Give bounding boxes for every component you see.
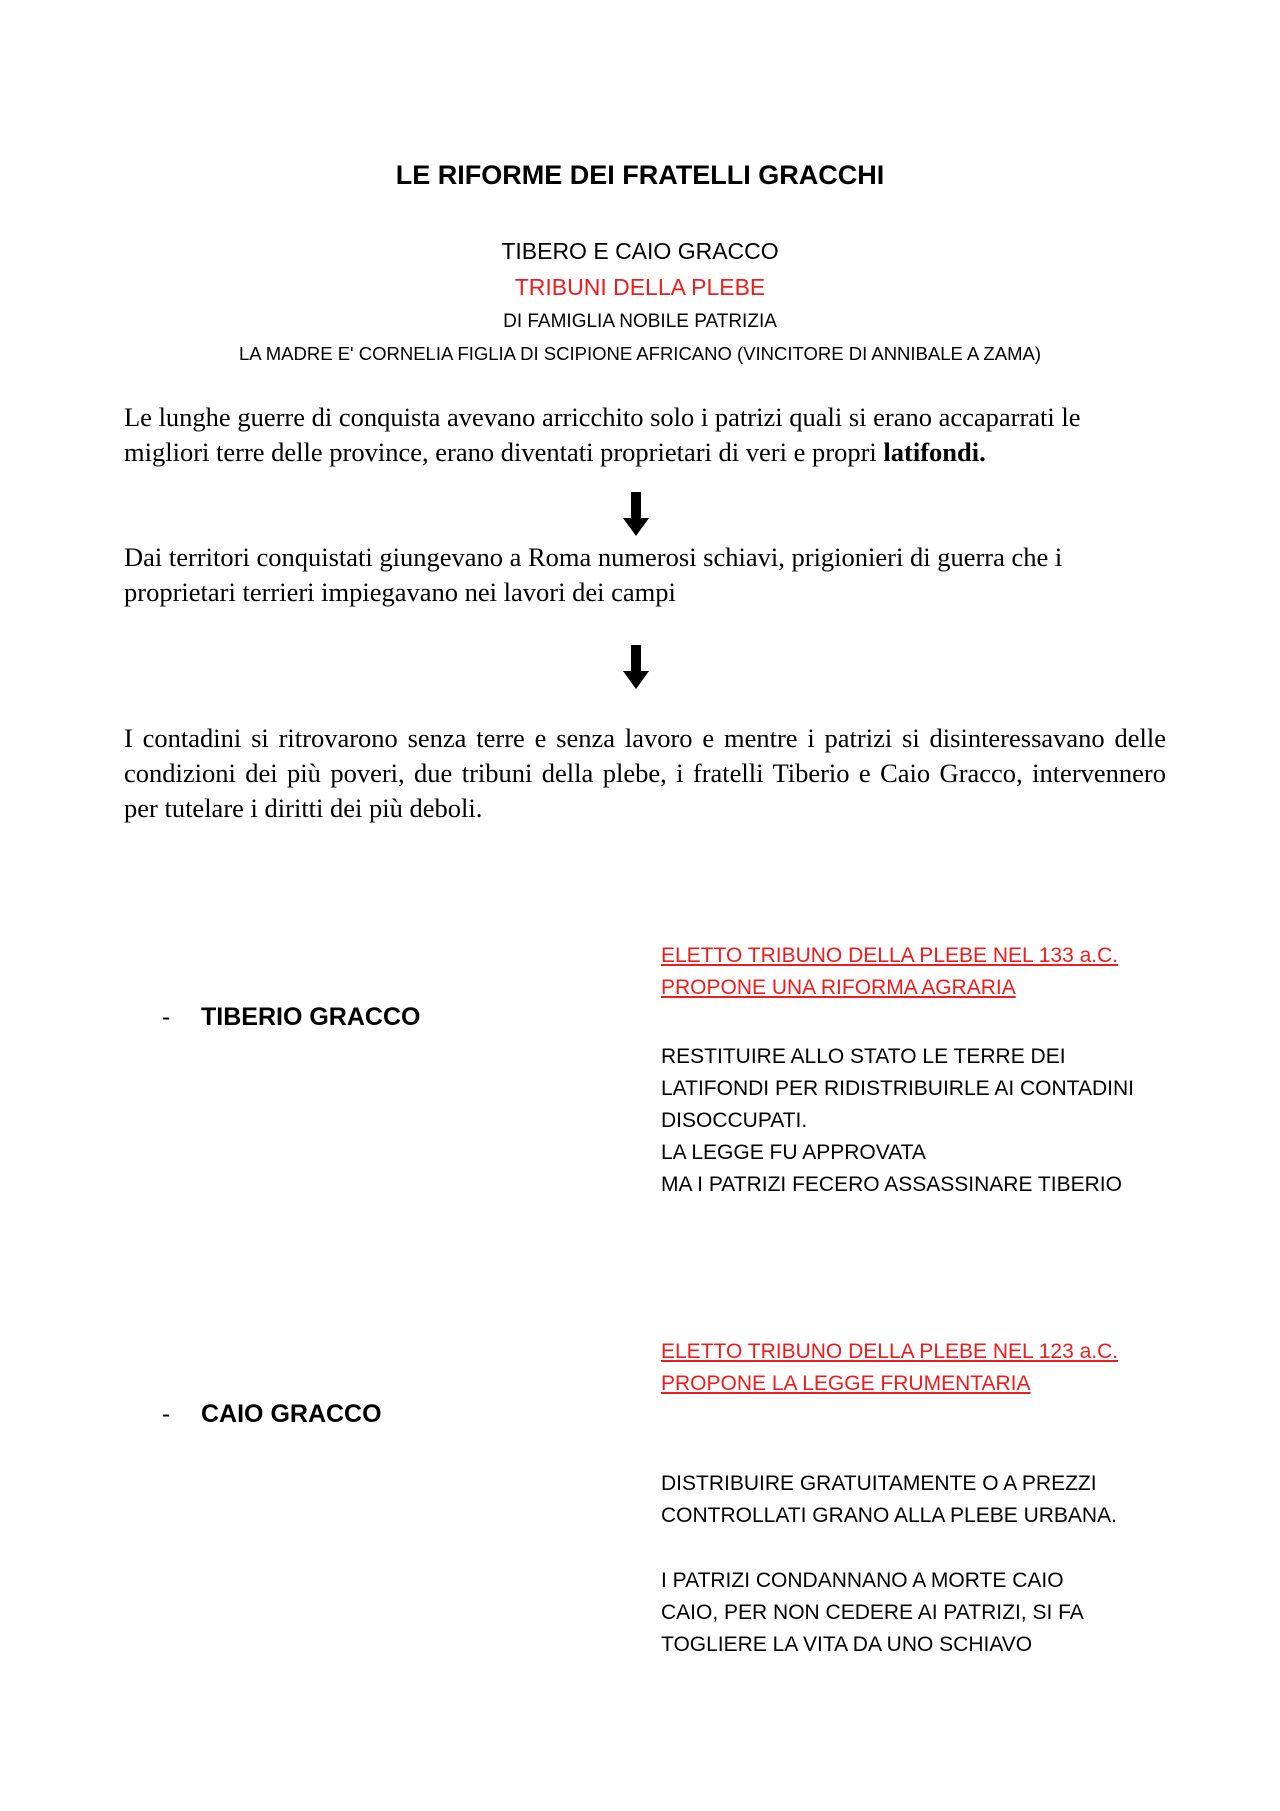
subtitle-names: TIBERO E CAIO GRACCO [501,238,779,264]
caio-heading [162,1400,382,1429]
tiberio-body-line: RESTITUIRE ALLO STATO LE TERRE DEI [661,1045,1066,1068]
tiberio-heading [162,1003,420,1032]
down-arrow-icon [620,492,652,536]
list-dash: - [162,1400,171,1428]
caio-fate-line: TOGLIERE LA VITA DA UNO SCHIAVO [661,1633,1033,1656]
paragraph-wars-text: Le lunghe guerre di conquista avevano arricchito solo i patrizi quali si erano accaparrati le migliori terre delle province, erano diventati proprietari di veri e propri [124,402,1081,467]
tiberio-name: TIBERIO GRACCO [201,1003,421,1031]
caio-red-line: ELETTO TRIBUNO DELLA PLEBE NEL 123 a.C. [661,1340,1119,1363]
tiberio-body-line: LATIFONDI PER RIDISTRIBUIRLE AI CONTADINI [661,1077,1134,1100]
caio-fate-line: I PATRIZI CONDANNANO A MORTE CAIO [661,1569,1064,1592]
list-dash: - [162,1003,171,1031]
caio-name: CAIO GRACCO [201,1400,382,1428]
caio-body-line: DISTRIBUIRE GRATUITAMENTE O A PREZZI [661,1472,1097,1495]
paragraph-wars-bold: latifondi. [883,437,986,467]
subtitle-role: TRIBUNI DELLA PLEBE [514,274,766,300]
paragraph-peasants: I contadini si ritrovarono senza terre e senza lavoro e mentre i patrizi si disinteressavano delle condizioni dei più poveri, due tribuni della plebe, i fratelli Tiberio e Caio Gracco, intervennero per tutelare i diritti dei più deboli. [124,723,1166,823]
tiberio-body-line: LA LEGGE FU APPROVATA [661,1141,926,1164]
tiberio-election [661,940,1181,1004]
tiberio-body-line: DISOCCUPATI. [661,1109,808,1132]
subtitle-family: DI FAMIGLIA NOBILE PATRIZIA [503,311,777,332]
subtitle-mother: LA MADRE E' CORNELIA FIGLIA DI SCIPIONE AFRICANO (VINCITORE DI ANNIBALE A ZAMA) [239,343,1041,364]
paragraph-slaves: Dai territori conquistati giungevano a Roma numerosi schiavi, prigionieri di guerra che i proprietari terrieri impiegavano nei lavori dei campi [124,542,1063,607]
tiberio-red-line: ELETTO TRIBUNO DELLA PLEBE NEL 133 a.C. [661,944,1119,967]
paragraph-wars [124,400,1166,470]
caio-red-line: PROPONE LA LEGGE FRUMENTARIA [661,1372,1031,1395]
down-arrow-icon [620,645,652,689]
tiberio-red-line: PROPONE UNA RIFORMA AGRARIA [661,976,1016,999]
caio-reform [661,1468,1181,1532]
page-title: LE RIFORME DEI FRATELLI GRACCHI [395,160,885,190]
caio-body-line: CONTROLLATI GRANO ALLA PLEBE URBANA. [661,1504,1117,1527]
caio-election [661,1336,1181,1400]
tiberio-body-line: MA I PATRIZI FECERO ASSASSINARE TIBERIO [661,1173,1122,1196]
tiberio-reform [661,1041,1181,1201]
caio-fate [661,1565,1181,1661]
caio-fate-line: CAIO, PER NON CEDERE AI PATRIZI, SI FA [661,1601,1084,1624]
